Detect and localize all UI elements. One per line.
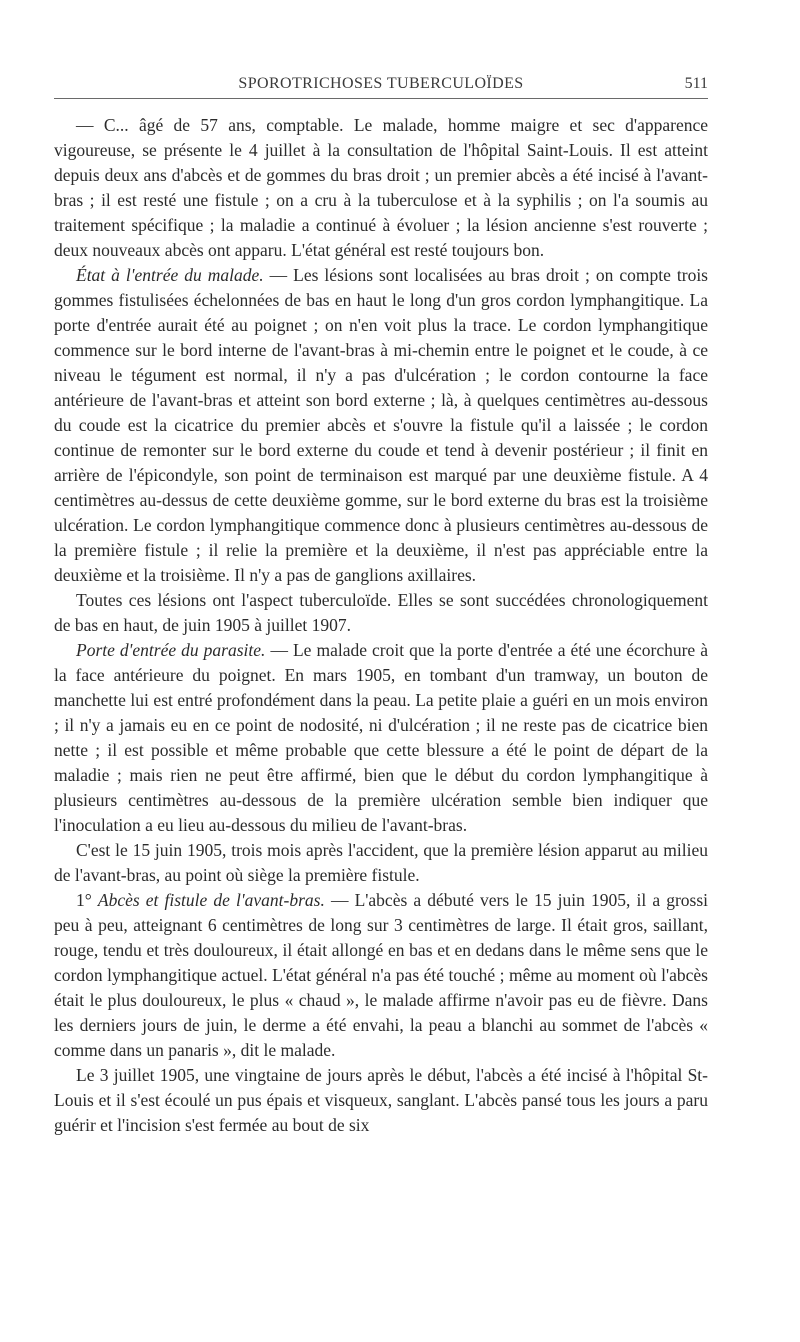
paragraph-text: — C... âgé de 57 ans, comptable. Le malade, homme maigre et sec d'apparence vigoureuse, se présente le 4 juillet à la consultation de l'hôpital Saint-Louis. Il est atteint depuis deux ans d'abcès et de gommes du bras droit ; un premier abcès a été incisé à l'avant-bras ; il est resté une fistule ; on a cru à la tuberculose et à la syphilis ; on l'a soumis au traitement spécifique ; la maladie a continué à évoluer ; la lésion ancienne s'est rouverte ; deux nouveaux abcès ont apparu. L'état général est resté toujours bon. [54,115,708,260]
body-text [54,113,708,1138]
running-title: SPOROTRICHOSES TUBERCULOÏDES [238,75,524,92]
paragraph-chronology [54,588,708,638]
page-header [54,74,708,99]
paragraph-case-intro [54,113,708,263]
section-number: 1° [76,890,98,910]
page-number: 511 [684,75,708,92]
paragraph-text: Toutes ces lésions ont l'aspect tuberculoïde. Elles se sont succédées chronologiquement de bas en haut, de juin 1905 à juillet 1907. [54,590,708,635]
paragraph-text: — L'abcès a débuté vers le 15 juin 1905, il a grossi peu à peu, atteignant 6 centimètres de long sur 3 centimètres de large. Il était gros, saillant, rouge, tendu et très douloureux, il était allongé en bas et en dedans dans le même sens que le cordon lymphangitique actuel. L'état général n'a pas été touché ; même au moment où l'abcès était le plus douloureux, le plus « chaud », le malade affirme n'avoir pas eu de fièvre. Dans les derniers jours de juin, le derme a été envahi, la peau a blanchi au sommet de l'abcès « comme dans un panaris », dit le malade. [54,890,709,1060]
paragraph-abscess [54,888,708,1063]
paragraph-text: C'est le 15 juin 1905, trois mois après l'accident, que la première lésion apparut au milieu de l'avant-bras, au point où siège la première fistule. [54,840,708,885]
paragraph-text: — Le malade croit que la porte d'entrée a été une écorchure à la face antérieure du poignet. En mars 1905, en tombant d'un tramway, un bouton de manchette lui est entré profondément dans la peau. La petite plaie a guéri en un mois environ ; il n'y a jamais eu en ce point de nodosité, ni d'ulcération ; il ne reste pas de cicatrice bien nette ; il est possible et même probable que cette blessure a été le point de départ de la maladie ; mais rien ne peut être affirmé, bien que le début du cordon lymphangitique à plusieurs centimètres au-dessous de la première ulcération semble bien indiquer que l'inoculation a eu lieu au-dessous du milieu de l'avant-bras. [54,640,708,835]
section-heading-entry-state: État à l'entrée du malade. [76,265,264,285]
paragraph-text: Le 3 juillet 1905, une vingtaine de jours après le début, l'abcès a été incisé à l'hôpital St-Louis et il s'est écoulé un pus épais et visqueux, sanglant. L'abcès pansé tous les jours a paru guérir et l'incision s'est fermée au bout de six [54,1065,708,1135]
section-heading-abscess: Abcès et fistule de l'avant-bras. [97,890,325,910]
paragraph-entry-state [54,263,708,588]
paragraph-first-lesion [54,838,708,888]
section-heading-entry-point: Porte d'entrée du parasite. [76,640,266,660]
paragraph-entry-point [54,638,708,838]
paragraph-incision [54,1063,708,1138]
paragraph-text: — Les lésions sont localisées au bras droit ; on compte trois gommes fistulisées échelonnées de bas en haut le long d'un gros cordon lymphangitique. La porte d'entrée aurait été au poignet ; on n'en voit plus la trace. Le cordon lymphangitique commence sur le bord interne de l'avant-bras à mi-chemin entre le poignet et le coude, à ce niveau le tégument est normal, il n'y a pas d'ulcération ; le cordon contourne la face antérieure de l'avant-bras et atteint son bord externe ; là, à quelques centimètres au-dessous du coude est la cicatrice du premier abcès et s'ouvre la fistule qu'il a laissée ; le cordon continue de remonter sur le bord externe du coude et tend à devenir postérieur ; il finit en arrière de l'épicondyle, son point de terminaison est marqué par une deuxième fistule. A 4 centimètres au-dessus de cette deuxième gomme, sur le bord externe du bras est la troisième ulcération. Le cordon lymphangitique commence donc à plusieurs centimètres au-dessous de la première fistule ; il relie la première et la deuxième, il n'est pas appréciable entre la deuxième et la troisième. Il n'y a pas de ganglions axillaires. [54,265,708,585]
